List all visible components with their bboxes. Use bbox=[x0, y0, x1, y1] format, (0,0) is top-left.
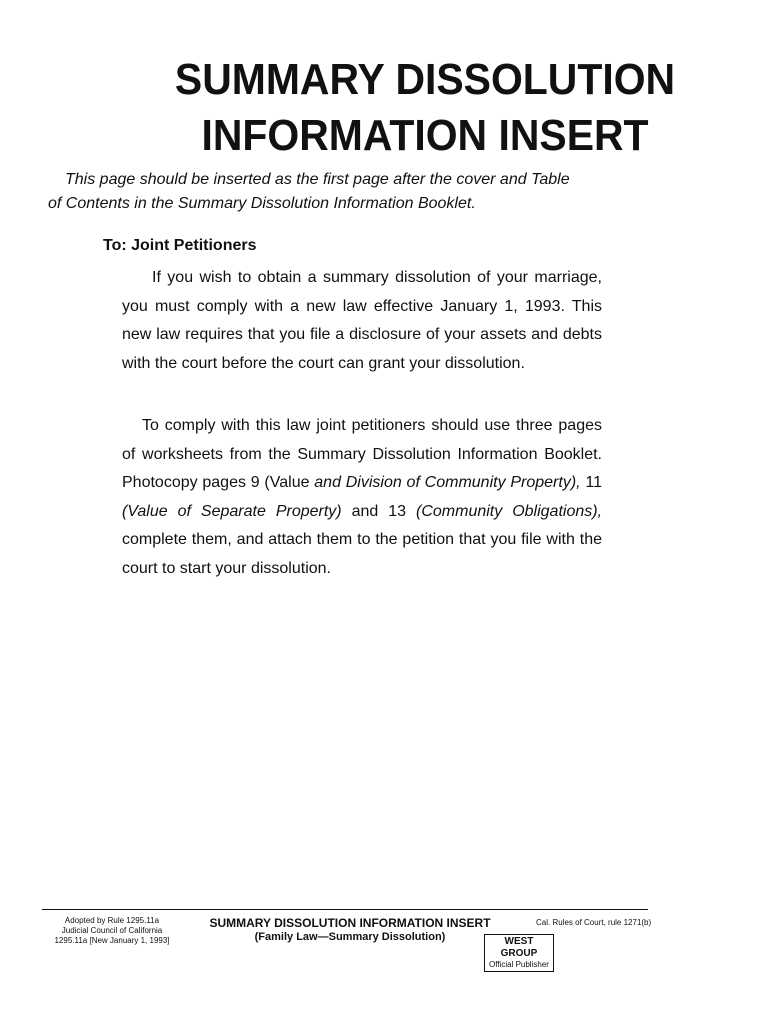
footer-divider bbox=[42, 909, 648, 910]
footer-center-line-2: (Family Law—Summary Dissolution) bbox=[254, 931, 446, 943]
paragraph-1: If you wish to obtain a summary dissolution of your marriage, you must comply with a new law effective January 1, 1993. This new law requires that you file a disclosure of your assets and debts with the court before the court can grant your dissolution. bbox=[122, 269, 602, 372]
paragraph-2-text-2: 11 bbox=[580, 474, 602, 492]
paragraph-2-italic-2: (Value of Separate Property) bbox=[122, 502, 342, 520]
publisher-stamp bbox=[484, 934, 554, 972]
paragraph-2 bbox=[122, 412, 602, 584]
intro-line-2: of Contents in the Summary Dissolution Information Booklet. bbox=[48, 195, 476, 212]
addressee-heading: To: Joint Petitioners bbox=[103, 237, 257, 254]
footer-center-line-1: SUMMARY DISSOLUTION INFORMATION INSERT bbox=[209, 916, 491, 930]
intro-line-1: This page should be inserted as the first page after the cover and Table bbox=[65, 171, 570, 188]
paragraph-2-italic-3: (Community Obligations), bbox=[416, 502, 603, 520]
paragraph-2-text-3: and 13 bbox=[341, 502, 416, 520]
footer-form-title bbox=[200, 916, 500, 944]
page-title-line-2: INFORMATION INSERT bbox=[201, 111, 649, 160]
intro-note bbox=[48, 168, 648, 216]
footer-left-line-1: Adopted by Rule 1295.11a bbox=[64, 916, 160, 925]
paragraph-2-text-4: complete them, and attach them to the petition that you file with the court to start your dissolution. bbox=[122, 531, 602, 577]
footer-left-line-3: 1295.11a [New January 1, 1993] bbox=[54, 936, 170, 945]
footer-rule-reference: Cal. Rules of Court, rule 1271(b) bbox=[536, 918, 652, 927]
paragraph-2-text-1: To comply with this law joint petitioners should use three pages of worksheets from the Summary Dissolution Information Booklet. Photocopy pages 9 (Value bbox=[122, 417, 602, 492]
publisher-name: WEST GROUP bbox=[500, 936, 538, 959]
publisher-subtitle: Official Publisher bbox=[489, 960, 549, 969]
page-title-line-1: SUMMARY DISSOLUTION bbox=[174, 55, 676, 104]
footer-adoption-info bbox=[42, 916, 182, 946]
footer-left-line-2: Judicial Council of California bbox=[61, 926, 163, 935]
paragraph-2-italic-1: and Division of Community Property), bbox=[314, 474, 581, 492]
